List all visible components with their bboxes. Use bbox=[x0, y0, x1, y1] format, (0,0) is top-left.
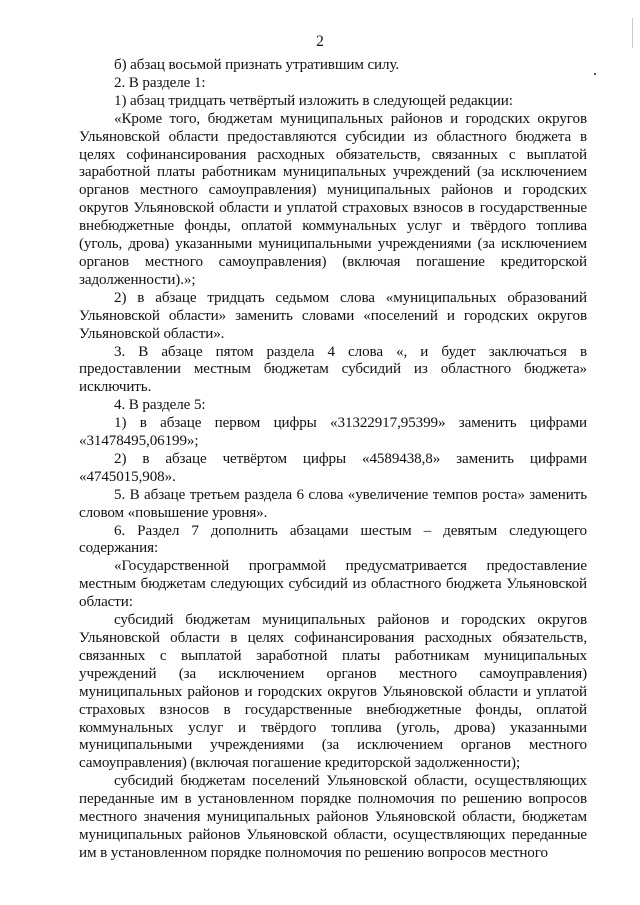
scan-artifact bbox=[594, 73, 596, 75]
paragraph: 3. В абзаце пятом раздела 4 слова «, и будет заключаться в предоставлении местным бюджетам субсидий из областного бюджета» исключить. bbox=[79, 343, 587, 396]
paragraph: 2) в абзаце четвёртом цифры «4589438,8» заменить цифрами «4745015,908». bbox=[79, 450, 587, 485]
paragraph: 2. В разделе 1: bbox=[114, 74, 206, 91]
document-body bbox=[79, 57, 587, 863]
paragraph: 2) в абзаце тридцать седьмом слова «муниципальных образований Ульяновской области» заменить словами «поселений и городских округов Ульяновской области». bbox=[79, 289, 587, 342]
paragraph: 4. В разделе 5: bbox=[114, 397, 206, 414]
paragraph: «Кроме того, бюджетам муниципальных районов и городских округов Ульяновской области предоставляются субсидии из областного бюджета в целях софинансирования расходных обязательств, связанных с выплатой заработной платы работникам муниципальных учреждений (за исключением органов местного самоуправления) муниципальных районов и городских округов Ульяновской области и уплатой страховых взносов в государственные внебюджетные фонды, оплатой коммунальных услуг и твёрдого топлива (уголь, дрова) указанными муниципальными учреждениями (за исключением органов местного самоуправления) (включая погашение кредиторской задолженности).»; bbox=[79, 110, 587, 288]
page-number: 2 bbox=[316, 33, 324, 50]
paragraph: 6. Раздел 7 дополнить абзацами шестым – девятым следующего содержания: bbox=[79, 522, 587, 557]
paragraph: субсидий бюджетам поселений Ульяновской области, осуществляющих переданные им в установленном порядке полномочия по решению вопросов местного значения муниципальных районов Ульяновской области, бюджетам муниципальных районов Ульяновской области, осуществляющих переданные им в установленном порядке полномочия по решению вопросов местного bbox=[79, 773, 587, 861]
paragraph: «Государственной программой предусматривается предоставление местным бюджетам следующих субсидий из областного бюджета Ульяновской области: bbox=[79, 558, 587, 611]
paragraph: 1) абзац тридцать четвёртый изложить в следующей редакции: bbox=[114, 92, 513, 109]
paragraph: 1) в абзаце первом цифры «31322917,95399» заменить цифрами «31478495,06199»; bbox=[79, 415, 587, 450]
paragraph: субсидий бюджетам муниципальных районов и городских округов Ульяновской области в целях софинансирования расходных обязательств, связанных с выплатой заработной платы работникам муниципальных учреждений (за исключением органов местного самоуправления) муниципальных районов и городских округов Ульяновской области и уплатой страховых взносов в государственные внебюджетные фонды, оплатой коммунальных услуг и твёрдого топлива (уголь, дрова) указанными муниципальными учреждениями (за исключением органов местного самоуправления) (включая погашение кредиторской задолженности); bbox=[79, 612, 587, 772]
paragraph: 5. В абзаце третьем раздела 6 слова «увеличение темпов роста» заменить словом «повышение уровня». bbox=[79, 486, 587, 521]
paragraph: б) абзац восьмой признать утратившим силу. bbox=[114, 57, 400, 73]
